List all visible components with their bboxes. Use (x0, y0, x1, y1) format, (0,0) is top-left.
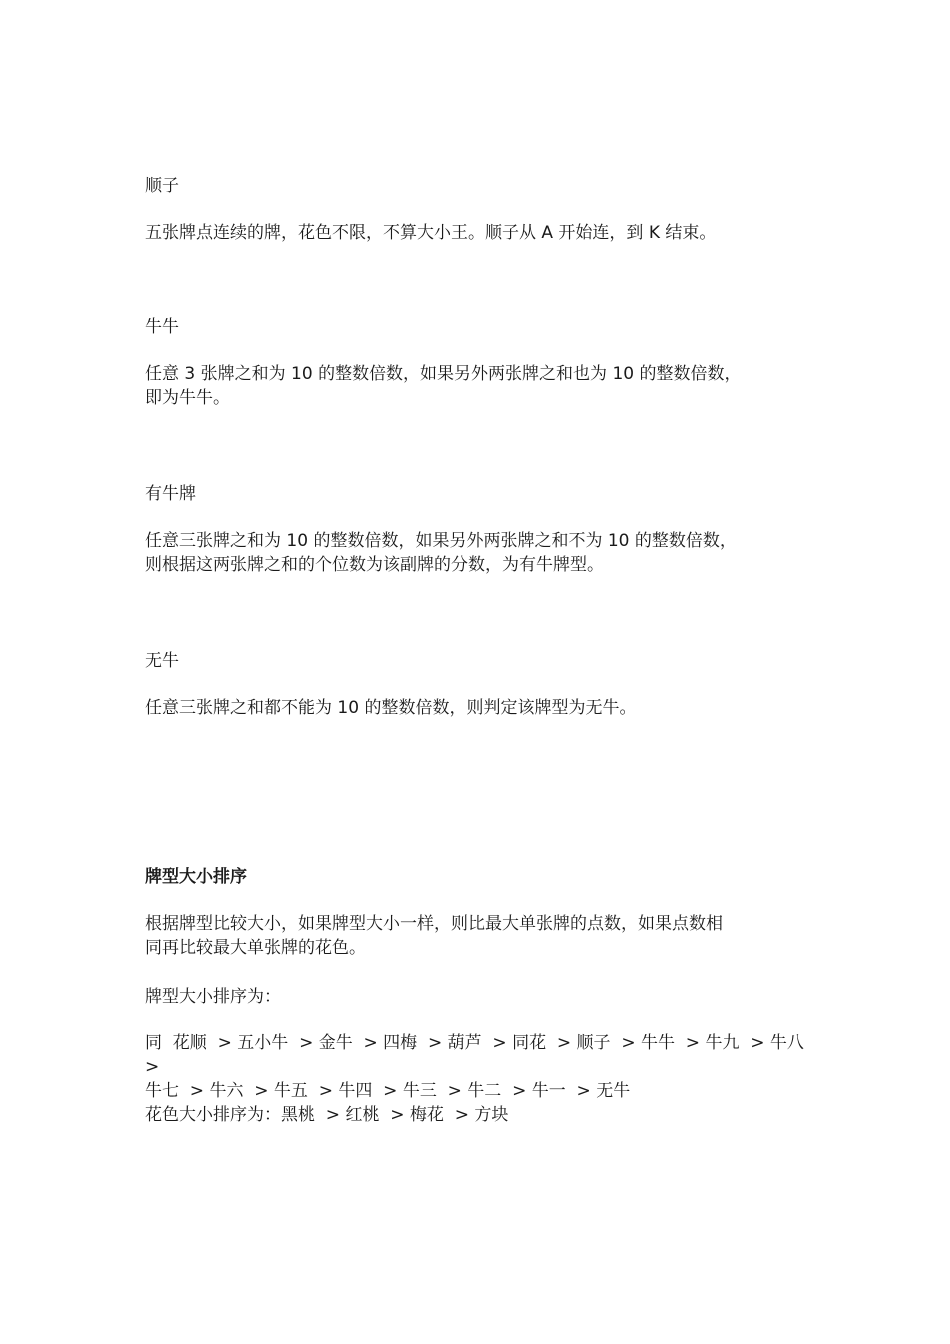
ranking-title: 牌型大小排序 (145, 867, 247, 887)
section-body-shunzi: 五张牌点连续的牌，花色不限，不算大小王。顺子从 A 开始连，到 K 结束。 (145, 223, 717, 243)
section-body-youniu: 任意三张牌之和为 10 的整数倍数，如果另外两张牌之和不为 10 的整数倍数， 则根据这两张牌之和的个位数为该副牌的分数，为有牛牌型。 (145, 531, 737, 575)
section-heading-niuniu: 牛牛 (145, 317, 179, 337)
section-heading-youniu: 有牛牌 (145, 484, 196, 504)
suit-order: 花色大小排序为：黑桃 > 红桃 > 梅花 > 方块 (145, 1105, 509, 1125)
section-body-wuniu: 任意三张牌之和都不能为 10 的整数倍数，则判定该牌型为无牛。 (145, 698, 637, 718)
section-heading-shunzi: 顺子 (145, 176, 179, 196)
ranking-order-label: 牌型大小排序为： (145, 987, 281, 1007)
section-heading-wuniu: 无牛 (145, 651, 179, 671)
section-body-niuniu: 任意 3 张牌之和为 10 的整数倍数，如果另外两张牌之和也为 10 的整数倍数， 即为牛牛。 (145, 364, 742, 408)
ranking-intro: 根据牌型比较大小，如果牌型大小一样，则比最大单张牌的点数，如果点数相 同再比较最大单张牌的花色。 (145, 914, 723, 958)
ranking-order: 同 花顺 > 五小牛 > 金牛 > 四梅 > 葫芦 > 同花 > 顺子 > 牛牛 > 牛九 > 牛八 > 牛七 > 牛六 > 牛五 > 牛四 > 牛三 > 牛二 > 牛一 > 无牛 (145, 1033, 804, 1101)
